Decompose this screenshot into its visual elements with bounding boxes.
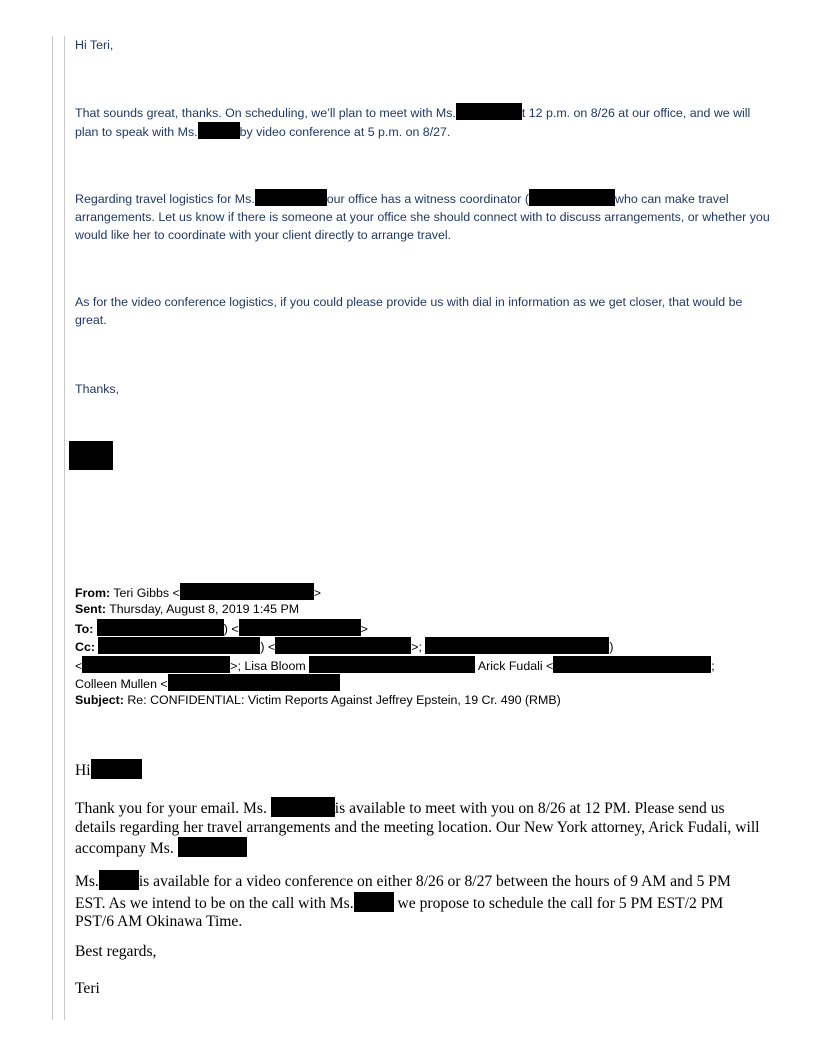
redaction [82, 656, 230, 673]
reply-closing: Thanks, [75, 382, 120, 396]
header-cc-continued: < >; Lisa Bloom Arick Fudali < ; [75, 656, 715, 676]
redaction [91, 759, 142, 779]
redaction [98, 637, 260, 654]
header-sent: Sent: Thursday, August 8, 2019 1:45 PM [75, 602, 300, 616]
redaction [239, 619, 361, 636]
redaction [180, 583, 314, 600]
signature-redaction [69, 441, 113, 470]
redaction [425, 637, 609, 654]
original-paragraph-video: Ms. is available for a video conference on either 8/26 or 8/27 between the hours of 9 AM and 5 PM EST. As we intend to be on the call with Ms. we propose to schedule the call for 5 PM EST/2 PM PST/6 AM Okinawa Time. [75, 870, 765, 932]
redaction [271, 797, 335, 817]
reply-paragraph-travel: Regarding travel logistics for Ms. our office has a witness coordinator ( who can make travel arrangements. Let us know if there is someone at your office she should connect with to discuss arrangements, or whether you would like her to coordinate with your client directly to arrange travel. [75, 189, 775, 244]
redaction [553, 656, 711, 673]
redaction [99, 870, 139, 890]
reply-paragraph-video: As for the video conference logistics, if you could please provide us with dial in information as we get closer, that would be great. [75, 295, 743, 327]
redaction [354, 892, 394, 912]
quote-border-outer [52, 36, 53, 1020]
original-greeting: Hi [75, 759, 765, 781]
header-cc-last: Colleen Mullen < [75, 674, 340, 694]
header-from: From: Teri Gibbs < > [75, 583, 321, 603]
original-closing: Best regards, [75, 943, 157, 960]
header-subject: Subject: Re: CONFIDENTIAL: Victim Reports Against Jeffrey Epstein, 19 Cr. 490 (RMB) [75, 693, 561, 707]
redaction [168, 674, 340, 691]
redaction [255, 189, 327, 206]
reply-paragraph-scheduling: That sounds great, thanks. On scheduling, we’ll plan to meet with Ms. t 12 p.m. on 8/26 at our office, and we will plan to speak with Ms. by video conference at 5 p.m. on 8/27. [75, 103, 775, 141]
redaction [309, 656, 475, 673]
redaction [97, 619, 224, 636]
redaction [275, 637, 411, 654]
quote-border-inner [64, 36, 65, 1020]
original-paragraph-availability: Thank you for your email. Ms. is available to meet with you on 8/26 at 12 PM. Please send us details regarding her travel arrangements and the meeting location. Our New York attorney, Arick Fudali, will accompany Ms. [75, 797, 765, 859]
reply-greeting: Hi Teri, [75, 38, 114, 52]
redaction [456, 103, 522, 120]
header-to: To: ) < > [75, 619, 368, 639]
original-signature: Teri [75, 980, 100, 997]
redaction [529, 189, 615, 206]
redaction [198, 122, 240, 139]
header-cc: Cc: ) < >; ) [75, 637, 614, 657]
redaction [178, 837, 247, 857]
